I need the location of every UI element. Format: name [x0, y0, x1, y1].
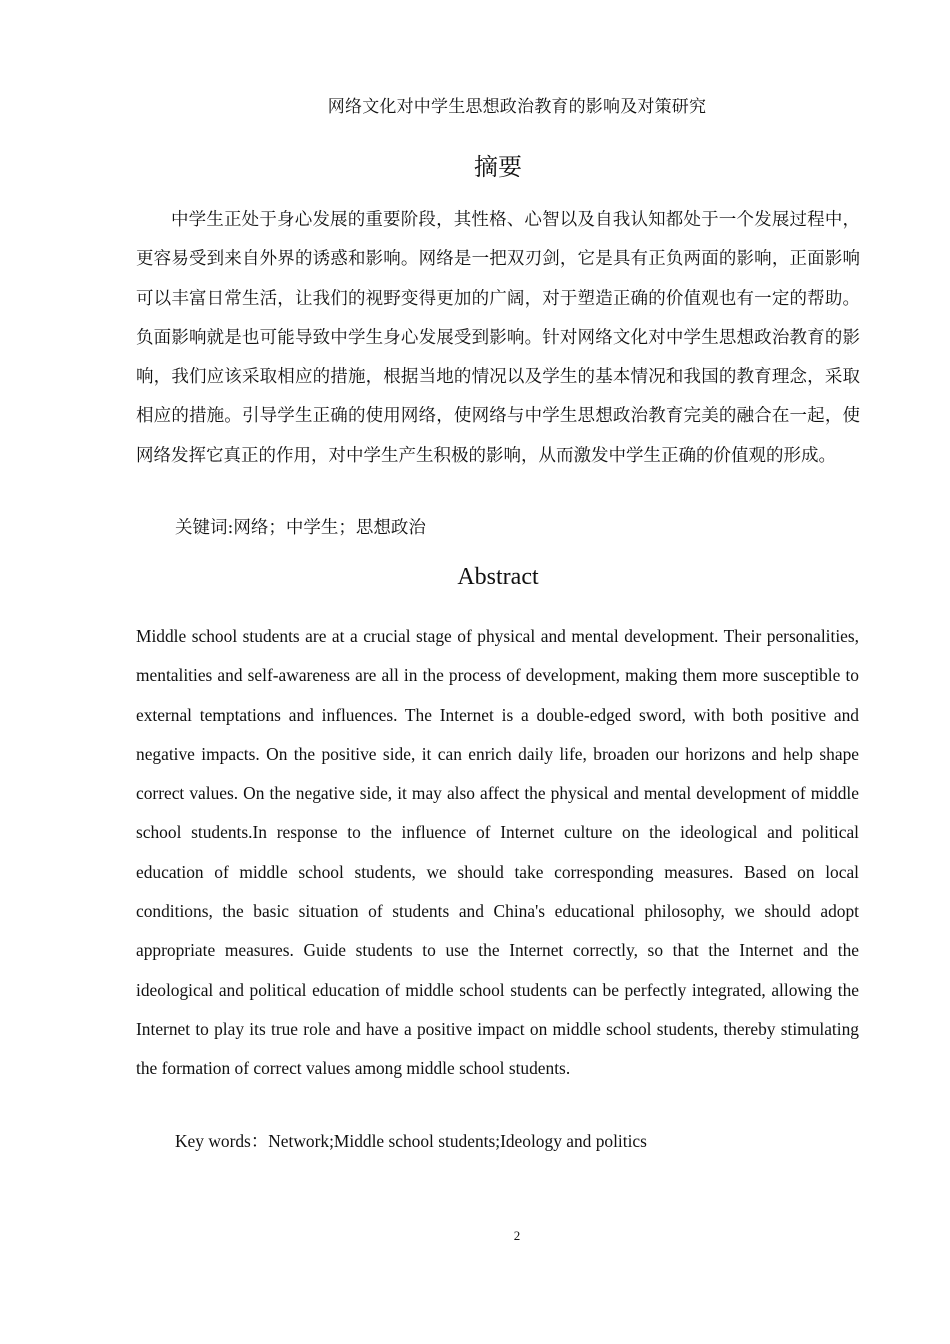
abstract-cn-paragraph: 中学生正处于身心发展的重要阶段，其性格、心智以及自我认知都处于一个发展过程中，更容易受到来自外界的诱惑和影响。网络是一把双刃剑，它是具有正负两面的影响，正面影响可以丰富日常生活，让我们的视野变得更加的广阔，对于塑造正确的价值观也有一定的帮助。负面影响就是也可能导致中学生身心发展受到影响。针对网络文化对中学生思想政治教育的影响，我们应该采取相应的措施，根据当地的情况以及学生的基本情况和我国的教育理念，采取相应的措施。引导学生正确的使用网络，使网络与中学生思想政治教育完美的融合在一起，使网络发挥它真正的作用，对中学生产生积极的影响，从而激发中学生正确的价值观的形成。 — [136, 210, 860, 466]
abstract-en-paragraph: Middle school students are at a crucial stage of physical and mental development. Their personalities, mentalities and self-awareness are all in the process of development, making them more susceptible to external temptations and influences. The Internet is a double-edged sword, with both positive and negative impacts. On the positive side, it can enrich daily life, broaden our horizons and help shape correct values. On the negative side, it may also affect the physical and mental development of middle school students.In response to the influence of Internet culture on the ideological and political education of middle school students, we should take corresponding measures. Based on local conditions, the basic situation of students and China's educational philosophy, we should adopt appropriate measures. Guide students to use the Internet correctly, so that the Internet and the ideological and political education of middle school students can be perfectly integrated, allowing the Internet to play its true role and have a positive impact on middle school students, thereby stimulating the formation of correct values among middle school students. — [136, 626, 859, 1079]
abstract-cn-body — [136, 201, 860, 476]
page-number: 2 — [513, 1228, 521, 1243]
abstract-en-body — [136, 617, 859, 1089]
abstract-cn-keywords: 关键词:网络；中学生；思想政治 — [175, 518, 426, 538]
abstract-cn-heading: 摘要 — [474, 153, 522, 181]
abstract-en-heading: Abstract — [457, 564, 539, 590]
abstract-en-keywords: Key words：Network;Middle school students;Ideology and politics — [175, 1131, 647, 1151]
running-title: 网络文化对中学生思想政治教育的影响及对策研究 — [327, 97, 707, 117]
